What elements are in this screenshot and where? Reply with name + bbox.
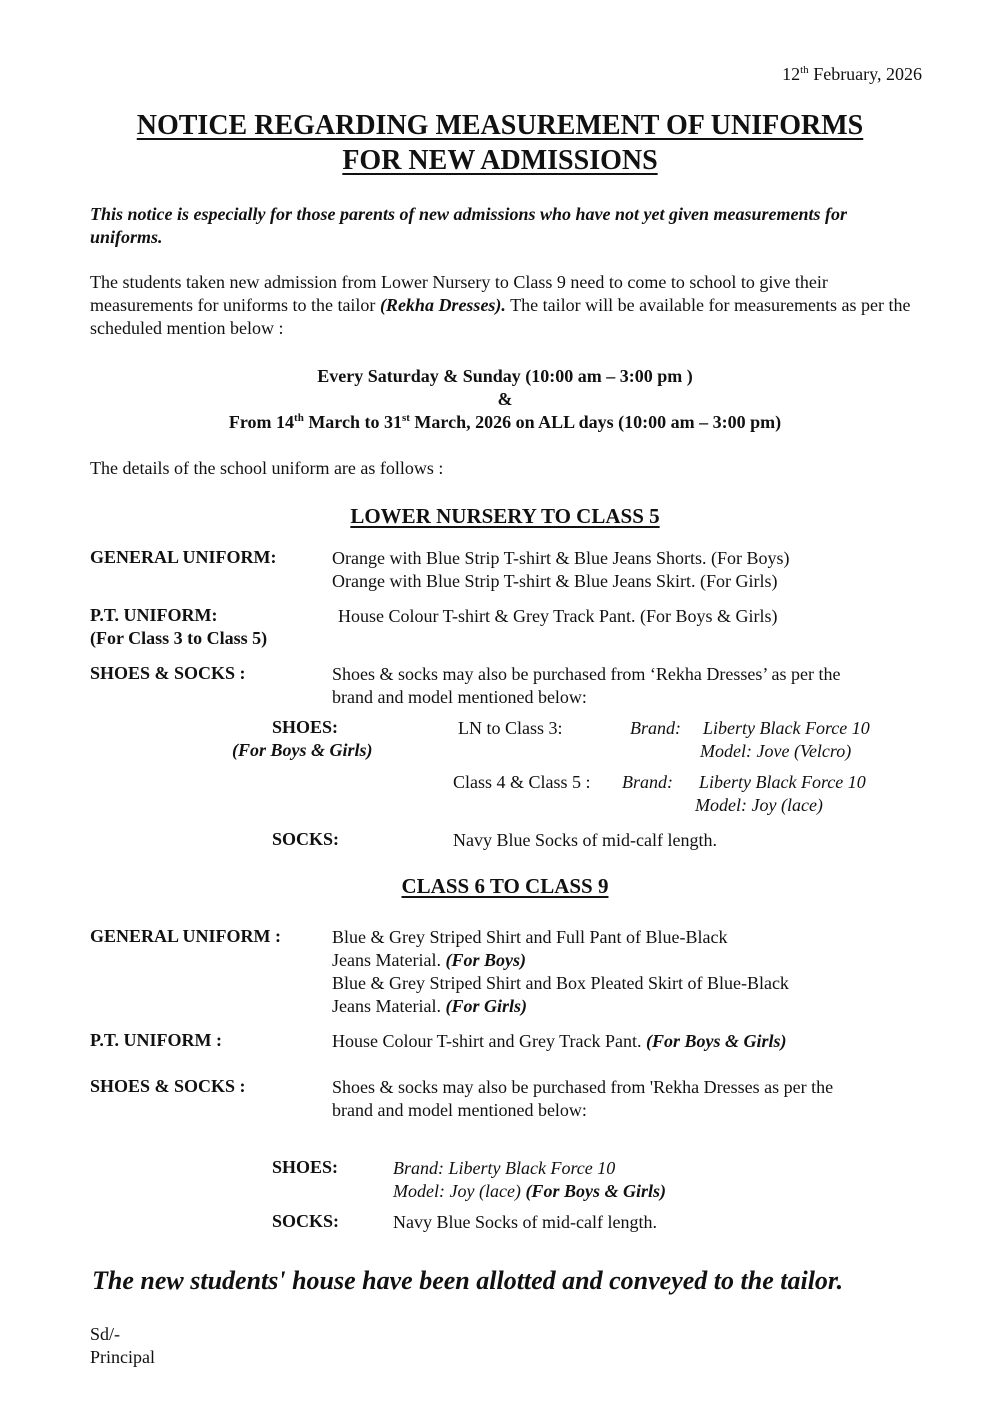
junior-general-boys: Orange with Blue Strip T-shirt & Blue Jeans Shorts. (For Boys) <box>332 548 790 568</box>
senior-shoes-socks-line1: Shoes & socks may also be purchased from 'Rekha Dresses as per the <box>332 1077 834 1097</box>
intro-note: This notice is especially for those parents of new admissions who have not yet given measurements for uniforms. <box>90 204 848 247</box>
junior-general-label: GENERAL UNIFORM: <box>90 547 277 567</box>
junior-shoes-model: Model: Joy (lace) <box>695 795 823 815</box>
junior-shoes-group: Class 4 & Class 5 : <box>453 772 591 792</box>
senior-general-boys-line2: Jeans Material. (For Boys) <box>332 950 526 970</box>
section-heading-senior: CLASS 6 TO CLASS 9 <box>401 874 609 898</box>
junior-shoes-socks-label: SHOES & SOCKS : <box>90 663 246 683</box>
junior-shoes-group: LN to Class 3: <box>458 718 563 738</box>
senior-shoes-label: SHOES: <box>272 1157 339 1177</box>
junior-shoes-brand: Liberty Black Force 10 <box>699 772 866 792</box>
schedule-weekends: Every Saturday & Sunday (10:00 am – 3:00 pm ) <box>317 366 693 386</box>
intro-paragraph: The students taken new admission from Lower Nursery to Class 9 need to come to school to give their measurements for uniforms to the tailor (Rekha Dresses). The tailor will be available for measurements as per the scheduled mention below : <box>90 272 911 338</box>
senior-shoes-socks-label: SHOES & SOCKS : <box>90 1076 246 1096</box>
schedule-march: From 14th March to 31st March, 2026 on ALL days (10:00 am – 3:00 pm) <box>228 412 782 432</box>
signature-sd: Sd/- <box>90 1324 121 1344</box>
notice-date: 12th February, 2026 <box>782 64 922 84</box>
junior-pt-label: P.T. UNIFORM: <box>90 605 218 625</box>
notice-title-line2: FOR NEW ADMISSIONS <box>342 145 658 176</box>
junior-shoes-socks-line2: brand and model mentioned below: <box>332 687 587 707</box>
junior-socks-value: Navy Blue Socks of mid-calf length. <box>453 830 717 850</box>
signature-principal: Principal <box>90 1347 155 1367</box>
junior-general-girls: Orange with Blue Strip T-shirt & Blue Jeans Skirt. (For Girls) <box>332 571 778 591</box>
details-intro: The details of the school uniform are as follows : <box>90 458 444 478</box>
schedule-ampersand: & <box>497 389 513 409</box>
senior-shoes-brand: Brand: Liberty Black Force 10 <box>393 1158 616 1178</box>
junior-shoes-brand-label: Brand: <box>622 772 673 792</box>
senior-shoes-model: Model: Joy (lace) (For Boys & Girls) <box>393 1181 666 1201</box>
junior-pt-sublabel: (For Class 3 to Class 5) <box>90 628 268 648</box>
junior-shoes-socks-line1: Shoes & socks may also be purchased from ‘Rekha Dresses’ as per the <box>332 664 841 684</box>
junior-shoes-label: SHOES: <box>272 717 339 737</box>
senior-socks-label: SOCKS: <box>272 1211 340 1231</box>
junior-pt-value: House Colour T-shirt & Grey Track Pant. (For Boys & Girls) <box>338 606 778 626</box>
senior-general-label: GENERAL UNIFORM : <box>90 926 282 946</box>
senior-shoes-socks-line2: brand and model mentioned below: <box>332 1100 587 1120</box>
senior-pt-label: P.T. UNIFORM : <box>90 1030 222 1050</box>
closing-statement: The new students' house have been allotted and conveyed to the tailor. <box>92 1266 844 1295</box>
junior-shoes-model: Model: Jove (Velcro) <box>700 741 852 761</box>
senior-socks-value: Navy Blue Socks of mid-calf length. <box>393 1212 657 1232</box>
notice-title-line1: NOTICE REGARDING MEASUREMENT OF UNIFORMS <box>136 110 864 141</box>
senior-general-boys-line1: Blue & Grey Striped Shirt and Full Pant of Blue-Black <box>332 927 728 947</box>
junior-shoes-brand-label: Brand: <box>630 718 681 738</box>
section-heading-junior: LOWER NURSERY TO CLASS 5 <box>350 504 660 528</box>
tailor-name: (Rekha Dresses). <box>379 295 506 315</box>
senior-general-girls-line1: Blue & Grey Striped Shirt and Box Pleated Skirt of Blue-Black <box>332 973 789 993</box>
junior-shoes-sublabel: (For Boys & Girls) <box>232 740 373 760</box>
junior-socks-label: SOCKS: <box>272 829 340 849</box>
senior-general-girls-line2: Jeans Material. (For Girls) <box>332 996 527 1016</box>
junior-shoes-brand: Liberty Black Force 10 <box>703 718 870 738</box>
senior-pt-value: House Colour T-shirt and Grey Track Pant. (For Boys & Girls) <box>332 1031 787 1051</box>
